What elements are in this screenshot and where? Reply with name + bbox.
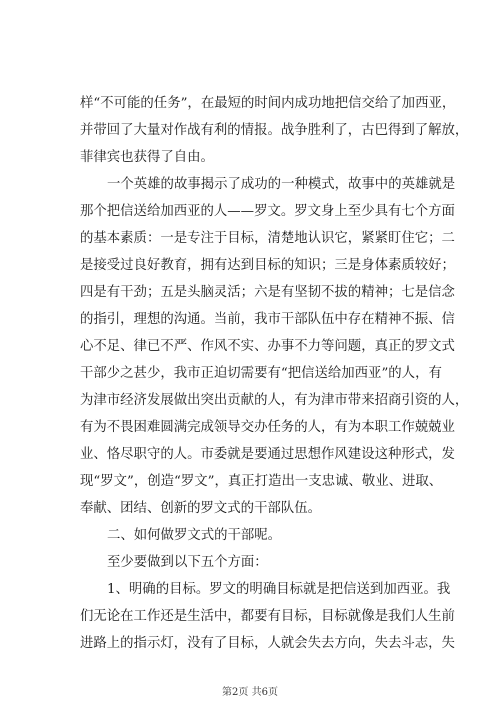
text-line: 为津市经济发展做出突出贡献的人，有为津市带来招商引资的人， xyxy=(80,393,469,408)
text-line: 样“不可能的任务”，在最短的时间内成功地把信交给了加西亚， xyxy=(80,96,456,111)
text-line: 的基本素质：一是专注于目标，清楚地认识它，紧紧盯住它；二 xyxy=(80,231,455,246)
text-line: 菲律宾也获得了自由。 xyxy=(80,150,214,165)
text-line: 一个英雄的故事揭示了成功的一种模式，故事中的英雄就是 xyxy=(107,177,456,192)
text-line: 四是有干劲；五是头脑灵活；六是有坚韧不拔的精神；七是信念 xyxy=(80,285,455,300)
page-footer: 第2页 共6页 xyxy=(222,687,278,698)
text-line: 的指引，理想的沟通。当前，我市干部队伍中存在精神不振、信 xyxy=(80,312,455,327)
text-line: 至少要做到以下五个方面： xyxy=(107,555,268,570)
text-line: 进路上的指示灯，没有了目标，人就会失去方向，失去斗志，失 xyxy=(80,636,455,651)
text-line: 业、恪尽职守的人。市委就是要通过思想作风建设这种形式，发 xyxy=(80,447,455,462)
text-line: 有为不畏困难圆满完成领导交办任务的人，有为本职工作兢兢业 xyxy=(80,420,455,435)
section-heading: 二、如何做罗文式的干部呢。 xyxy=(107,528,282,543)
text-line: 奉献、团结、创新的罗文式的干部队伍。 xyxy=(80,501,322,516)
text-line: 是接受过良好教育，拥有达到目标的知识；三是身体素质较好； xyxy=(80,258,455,273)
text-line: 并带回了大量对作战有利的情报。战争胜利了，古巴得到了解放， xyxy=(80,123,469,138)
text-line: 干部少之甚少，我市正迫切需要有“把信送给加西亚”的人，有 xyxy=(80,366,442,381)
text-line: 1、明确的目标。罗文的明确目标就是把信送到加西亚。我 xyxy=(107,582,451,597)
text-line: 心不足、律已不严、作风不实、办事不力等问题，真正的罗文式 xyxy=(80,339,455,354)
text-line: 那个把信送给加西亚的人——罗文。罗文身上至少具有七个方面 xyxy=(80,204,455,219)
text-line: 现“罗文”，创造“罗文”，真正打造出一支忠诚、敬业、进取、 xyxy=(80,474,443,489)
text-line: 们无论在工作还是生活中，都要有目标，目标就像是我们人生前 xyxy=(80,609,455,624)
